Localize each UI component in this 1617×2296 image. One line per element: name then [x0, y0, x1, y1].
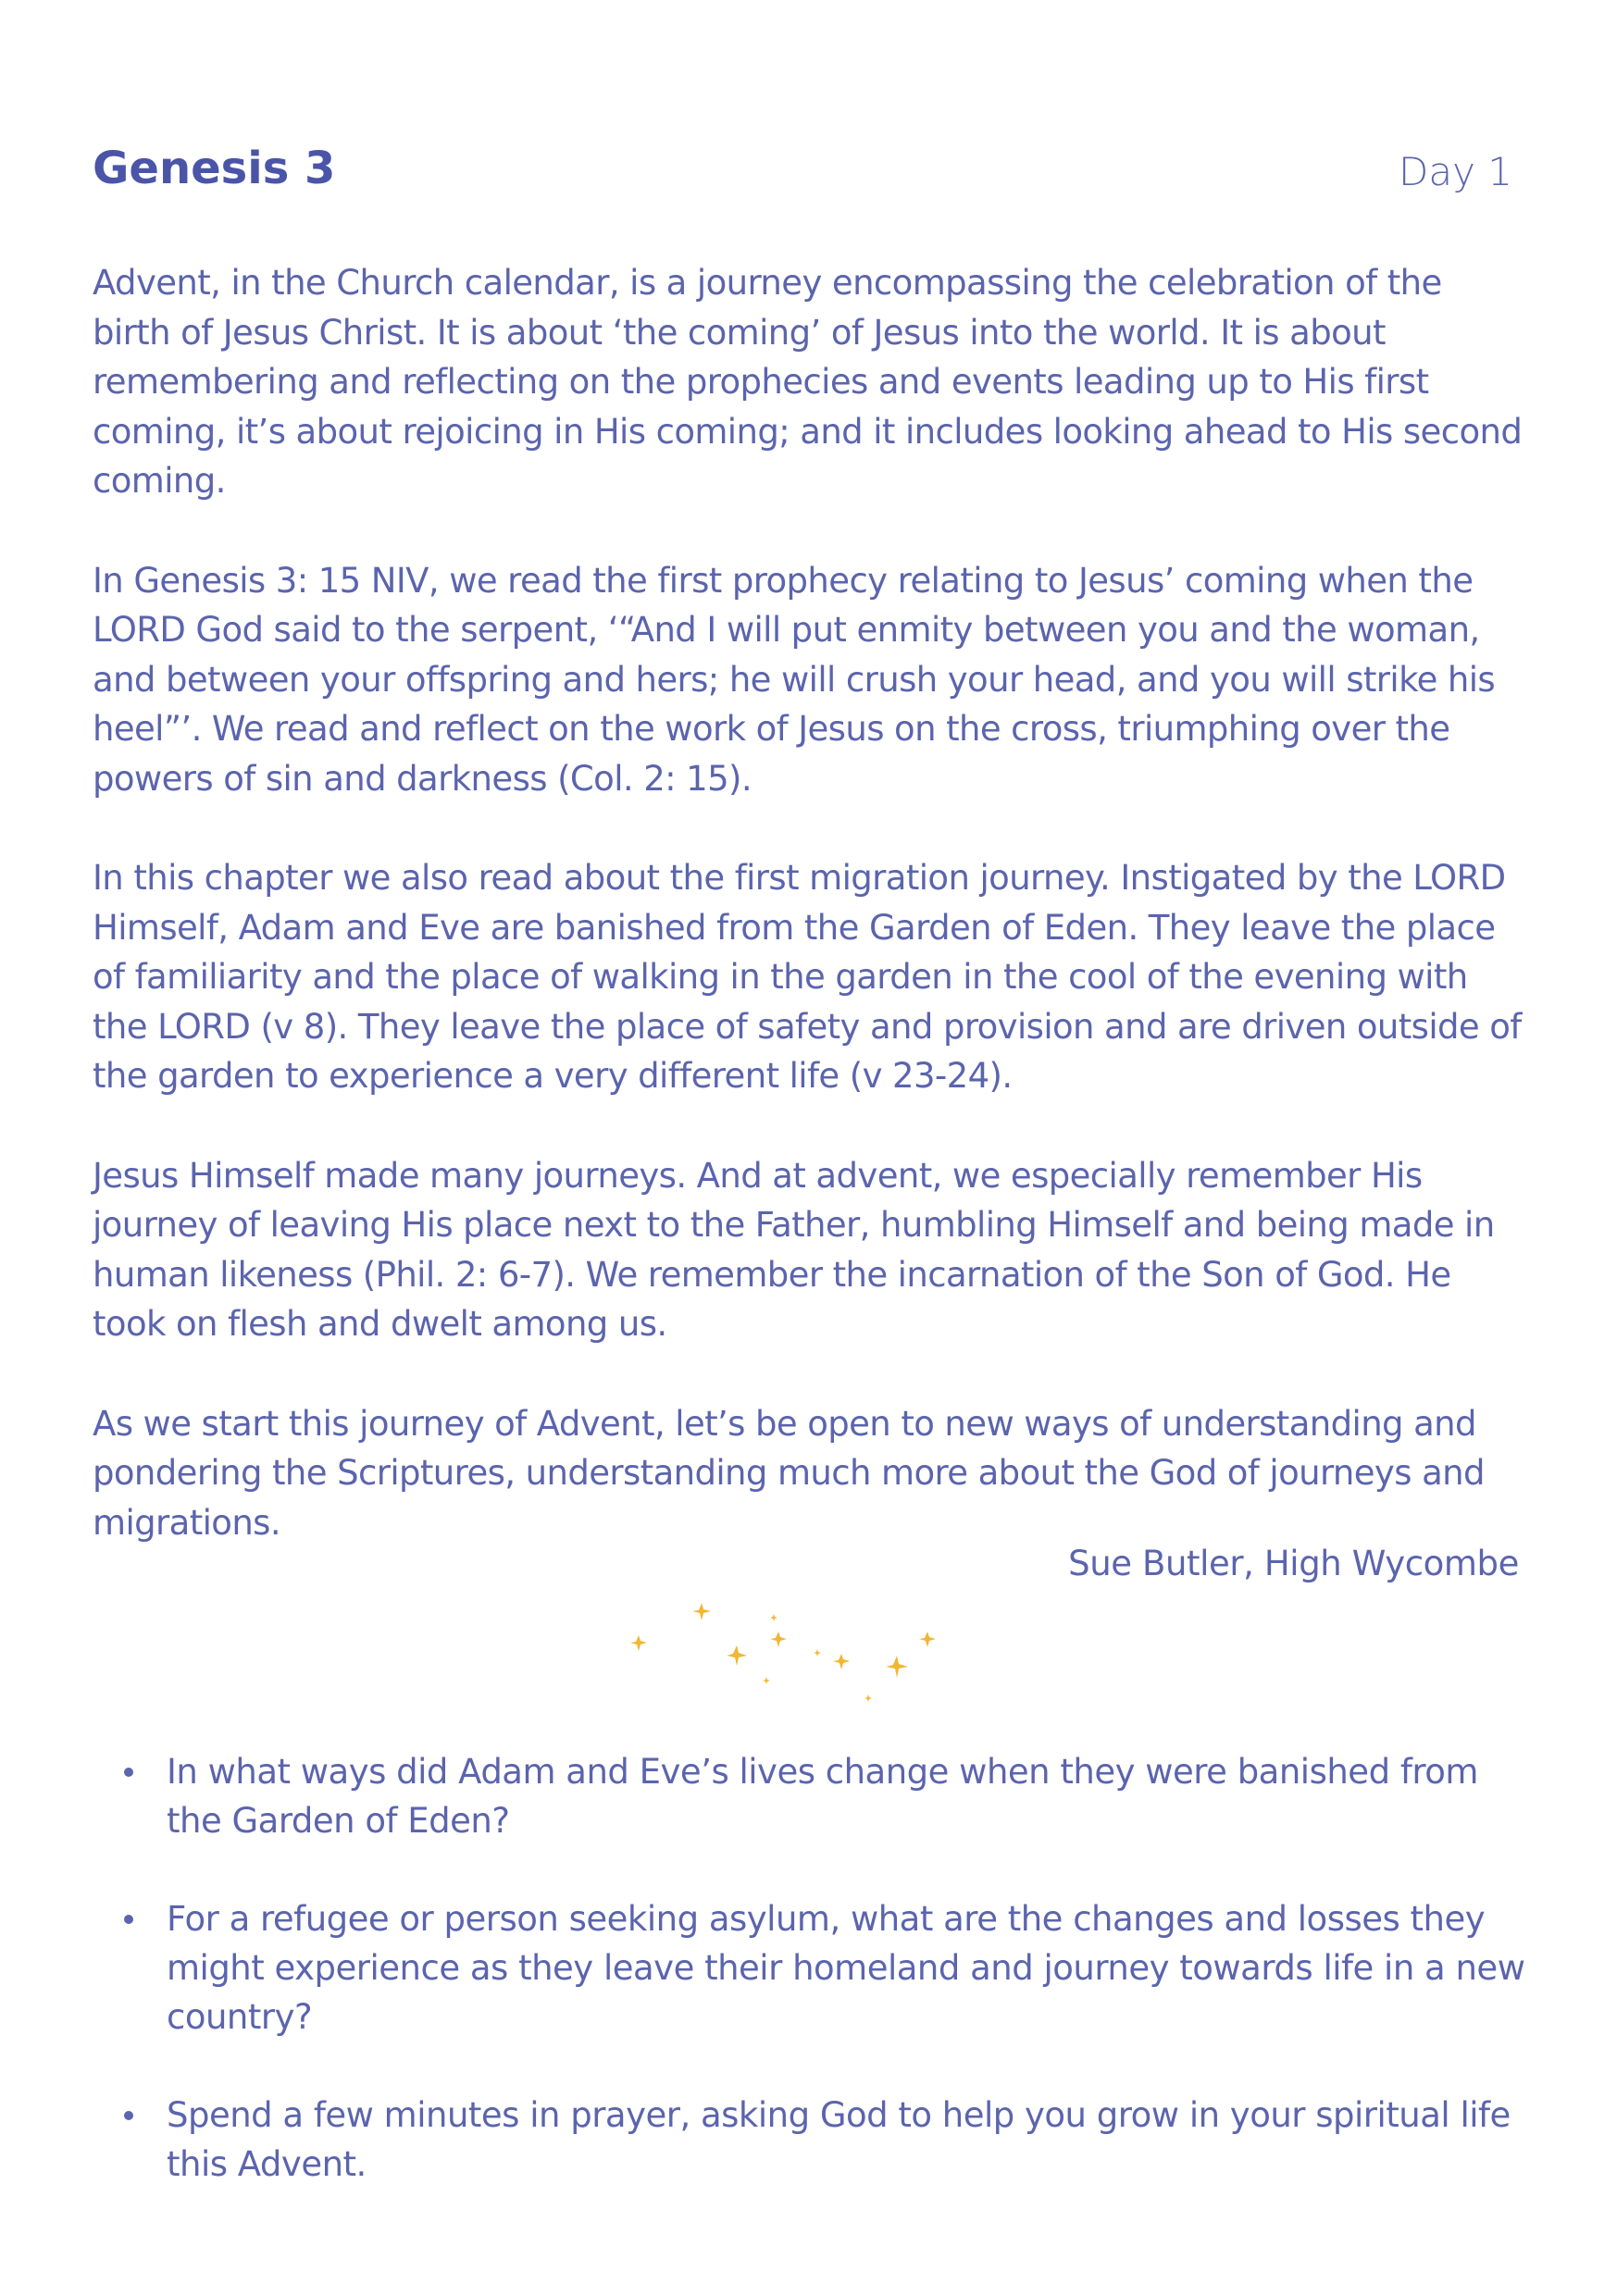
- question-text: For a refugee or person seeking asylum, what are the changes and losses they might experience as they leave their homeland and journey towards life in a new country?: [167, 1899, 1525, 2037]
- paragraph-intro: Advent, in the Church calendar, is a journey encompassing the celebration of the birth of Jesus Christ. It is about ‘the coming’ of Jesus into the world. It is about remembering and reflecting on the prophecies and events leading up to His first coming, it’s about rejoicing in His coming; and it includes looking ahead to His second coming.: [93, 263, 1523, 501]
- paragraph-migration: In this chapter we also read about the first migration journey. Instigated by the LORD Himself, Adam and Eve are banished from the Garden of Eden. They leave the place of familiarity and the place of walking in the garden in the cool of the evening with the LORD (v 8). They leave the place of safety and provision and are driven outside of the garden to experience a very different life (v 23-24).: [93, 858, 1522, 1096]
- star-7: [814, 1649, 821, 1657]
- question-item: [120, 1894, 1527, 2042]
- star-9: [919, 1632, 936, 1647]
- paragraph-prophecy: In Genesis 3: 15 NIV, we read the first prophecy relating to Jesus’ coming when the LORD God said to the serpent, ‘“And I will put enmity between you and the woman, and between your offspring and hers; he will crush your head, and you will strike his heel”’. We read and reflect on the work of Jesus on the cross, triumphing over the powers of sin and darkness (Col. 2: 15).: [93, 560, 1496, 799]
- paragraph-closing: As we start this journey of Advent, let’s be open to new ways of understanding and pondering the Scriptures, understanding much more about the God of journeys and migrations.: [93, 1403, 1485, 1543]
- question-item: [120, 1747, 1527, 1845]
- star-11: [864, 1694, 872, 1702]
- star-8: [886, 1656, 908, 1678]
- day-label: Day 1: [1398, 149, 1512, 194]
- reflection-questions: [120, 1747, 1527, 2238]
- star-2: [692, 1603, 711, 1620]
- question-text: In what ways did Adam and Eve’s lives change when they were banished from the Garden of Eden?: [167, 1752, 1478, 1841]
- star-10: [763, 1677, 770, 1684]
- question-text: Spend a few minutes in prayer, asking God to help you grow in your spiritual life this Advent.: [167, 2095, 1511, 2184]
- author-signature: Sue Butler, High Wycombe: [1068, 1544, 1519, 1583]
- stars-icon: [611, 1578, 1000, 1707]
- reflection-body: [93, 258, 1523, 1597]
- star-5: [770, 1614, 777, 1621]
- bullet-icon: [124, 1915, 133, 1924]
- question-item: [120, 2091, 1527, 2189]
- star-3: [727, 1645, 747, 1666]
- star-4: [770, 1632, 787, 1647]
- page-title: Genesis 3: [93, 143, 336, 194]
- bullet-icon: [124, 1768, 133, 1777]
- star-6: [833, 1654, 850, 1669]
- paragraph-jesus-journeys: Jesus Himself made many journeys. And at advent, we especially remember His journey of leaving His place next to the Father, humbling Himself and being made in human likeness (Phil. 2: 6-7). We remember the incarnation of the Son of God. He took on flesh and dwelt among us.: [93, 1155, 1495, 1344]
- bullet-icon: [124, 2111, 133, 2120]
- star-1: [630, 1635, 647, 1651]
